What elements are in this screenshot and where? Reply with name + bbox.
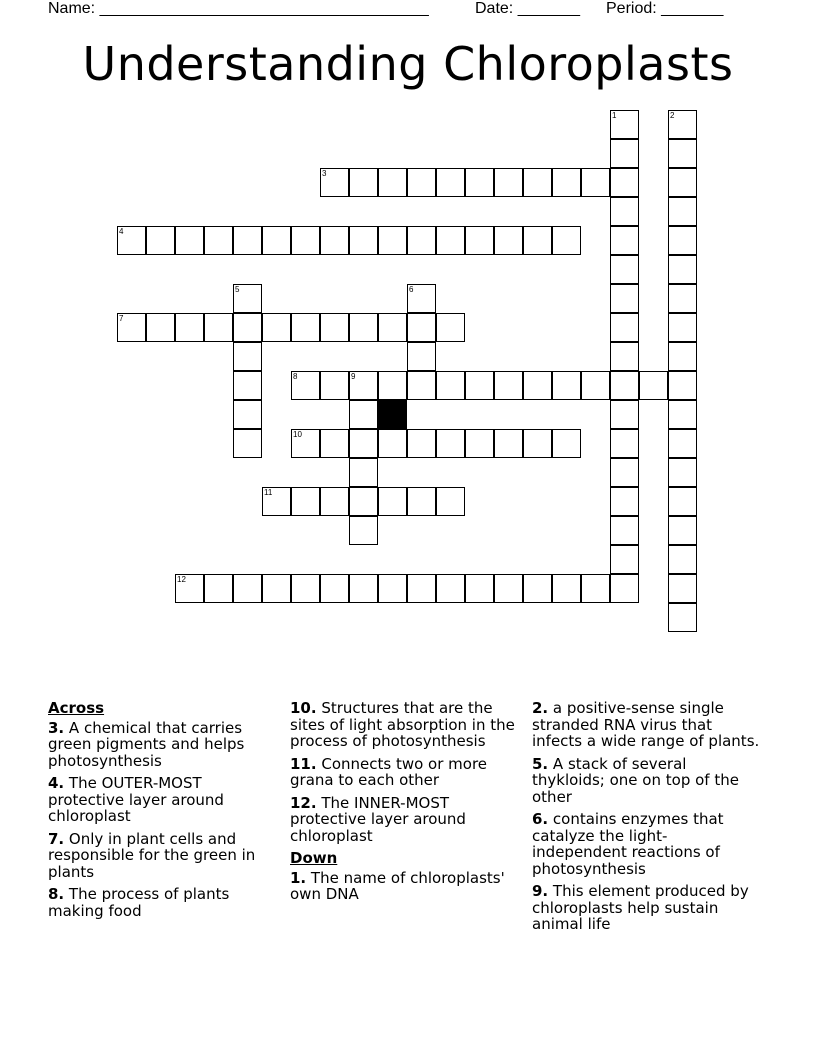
grid-cell[interactable] [349,429,378,458]
grid-cell[interactable] [262,574,291,603]
grid-cell[interactable] [610,313,639,342]
grid-cell[interactable] [668,255,697,284]
grid-cell[interactable] [610,197,639,226]
grid-cell[interactable] [639,371,668,400]
clue-across-7: 7. Only in plant cells and responsible for the green in plants [48,829,256,881]
grid-cell[interactable] [349,313,378,342]
grid-cell[interactable] [262,226,291,255]
clue-column-1 [48,700,278,925]
grid-cell[interactable] [610,139,639,168]
grid-cell[interactable] [668,226,697,255]
grid-cell[interactable] [552,226,581,255]
grid-cell[interactable] [668,487,697,516]
grid-cell[interactable] [610,400,639,429]
grid-cell[interactable] [668,458,697,487]
grid-cell[interactable] [349,226,378,255]
down-heading: Down [290,849,338,867]
grid-cell[interactable] [494,371,523,400]
grid-cell[interactable] [465,429,494,458]
grid-cell[interactable] [668,313,697,342]
grid-cell[interactable] [291,226,320,255]
grid-cell[interactable] [610,487,639,516]
grid-cell[interactable] [523,371,552,400]
grid-cell[interactable] [668,110,697,139]
grid-cell[interactable] [378,371,407,400]
grid-cell[interactable] [320,371,349,400]
grid-cell[interactable] [407,371,436,400]
clue-across-12: 12. The INNER-MOST protective layer around chloroplast [290,793,466,845]
grid-cell[interactable] [262,487,291,516]
grid-cell[interactable] [465,574,494,603]
grid-cell[interactable] [378,226,407,255]
cell-number: 9 [351,372,356,381]
date-field[interactable]: Date: _______ [475,0,580,17]
grid-cell[interactable] [175,226,204,255]
grid-cell[interactable] [349,400,378,429]
grid-cell[interactable] [349,516,378,545]
cell-number: 10 [293,430,302,439]
grid-cell[interactable] [349,168,378,197]
grid-cell[interactable] [378,574,407,603]
grid-cell[interactable] [378,487,407,516]
grid-cell[interactable] [668,545,697,574]
grid-cell[interactable] [552,574,581,603]
grid-cell[interactable] [175,574,204,603]
clue-down-2: 2. a positive-sense single stranded RNA virus that infects a wide range of plants. [532,699,760,750]
grid-cell[interactable] [552,429,581,458]
grid-cell[interactable] [378,313,407,342]
grid-cell[interactable] [349,487,378,516]
grid-cell[interactable] [668,516,697,545]
grid-cell[interactable] [349,371,378,400]
grid-cell[interactable] [407,487,436,516]
grid-cell[interactable] [610,284,639,313]
grid-cell[interactable] [494,226,523,255]
grid-cell[interactable] [233,429,262,458]
grid-cell[interactable] [610,168,639,197]
cell-number: 4 [119,227,124,236]
grid-cell[interactable] [378,429,407,458]
grid-cell[interactable] [523,168,552,197]
grid-cell[interactable] [668,342,697,371]
clue-across-11: 11. Connects two or more grana to each other [290,754,488,789]
grid-cell[interactable] [436,313,465,342]
grid-cell[interactable] [320,574,349,603]
grid-cell[interactable] [668,400,697,429]
cell-number: 3 [322,169,327,178]
grid-cell[interactable] [668,139,697,168]
grid-cell[interactable] [146,226,175,255]
clue-down-9: 9. This element produced by chloroplasts help sustain animal life [532,882,749,933]
grid-cell[interactable] [204,313,233,342]
clue-down-6: 6. contains enzymes that catalyze the light-independent reactions of photosynthesis [532,810,724,878]
grid-cell[interactable] [610,574,639,603]
grid-cell[interactable] [668,284,697,313]
name-field[interactable]: Name: _____________________________________ [48,0,429,17]
grid-cell[interactable] [291,574,320,603]
grid-cell[interactable] [349,574,378,603]
grid-cell[interactable] [407,226,436,255]
grid-cell[interactable] [523,226,552,255]
cell-number: 8 [293,372,298,381]
grid-cell[interactable] [320,168,349,197]
cell-number: 1 [612,111,617,120]
cell-number: 11 [264,488,273,497]
page-title: Understanding Chloroplasts [82,37,734,91]
grid-cell[interactable] [233,226,262,255]
grid-cell[interactable] [668,574,697,603]
grid-cell[interactable] [291,429,320,458]
grid-cell[interactable] [204,226,233,255]
grid-cell[interactable] [233,284,262,313]
grid-cell[interactable] [436,371,465,400]
grid-cell[interactable] [349,458,378,487]
grid-cell[interactable] [436,226,465,255]
grid-cell[interactable] [320,487,349,516]
grid-cell[interactable] [407,342,436,371]
cell-number: 5 [235,285,240,294]
period-field[interactable]: Period: _______ [606,0,724,17]
grid-cell[interactable] [610,429,639,458]
grid-cell[interactable] [407,313,436,342]
grid-cell[interactable] [581,574,610,603]
grid-cell[interactable] [407,168,436,197]
grid-cell[interactable] [320,429,349,458]
grid-cell[interactable] [610,371,639,400]
grid-cell[interactable] [668,603,697,632]
grid-cell[interactable] [465,168,494,197]
cell-number: 2 [670,111,675,120]
grid-cell[interactable] [262,313,291,342]
grid-cell[interactable] [233,371,262,400]
grid-cell[interactable] [378,168,407,197]
grid-cell[interactable] [233,574,262,603]
grid-cell[interactable] [465,371,494,400]
clue-across-10: 10. Structures that are the sites of light absorption in the process of photosynthesis [290,699,515,750]
clue-across-8: 8. The process of plants making food [48,885,230,920]
grid-cell[interactable] [552,371,581,400]
grid-cell[interactable] [291,371,320,400]
grid-cell[interactable] [581,168,610,197]
grid-cell[interactable] [668,197,697,226]
across-heading: Across [48,699,105,717]
grid-cell[interactable] [320,313,349,342]
grid-cell[interactable] [610,226,639,255]
cell-number: 6 [409,285,414,294]
clue-column-2 [290,700,520,909]
clue-down-5: 5. A stack of several thykloids; one on top of the other [532,754,739,806]
clue-down-1: 1. The name of chloroplasts' own DNA [290,868,505,903]
grid-cell[interactable] [610,545,639,574]
clue-across-3: 3. A chemical that carries green pigments and helps photosynthesis [48,718,245,770]
grid-cell[interactable] [610,458,639,487]
grid-cell[interactable] [320,226,349,255]
grid-cell[interactable] [494,168,523,197]
grid-cell[interactable] [668,429,697,458]
grid-cell[interactable] [610,110,639,139]
grid-cell[interactable] [668,168,697,197]
grid-cell[interactable] [407,284,436,313]
grid-cell[interactable] [610,255,639,284]
cell-number: 12 [177,575,186,584]
grid-cell[interactable] [436,168,465,197]
grid-cell[interactable] [610,516,639,545]
grid-cell[interactable] [436,487,465,516]
grid-cell[interactable] [494,429,523,458]
grid-cell[interactable] [610,342,639,371]
grid-cell[interactable] [407,574,436,603]
grid-cell[interactable] [233,400,262,429]
grid-cell[interactable] [117,226,146,255]
grid-cell[interactable] [465,226,494,255]
clue-column-3 [532,700,762,939]
grid-cell[interactable] [146,313,175,342]
grid-cell[interactable] [436,429,465,458]
grid-cell[interactable] [523,574,552,603]
grid-cell[interactable] [175,313,204,342]
grid-cell[interactable] [407,429,436,458]
grid-cell[interactable] [523,429,552,458]
black-cell [378,400,407,429]
grid-cell[interactable] [233,313,262,342]
grid-cell[interactable] [233,342,262,371]
grid-cell[interactable] [117,313,146,342]
grid-cell[interactable] [552,168,581,197]
grid-cell[interactable] [291,313,320,342]
grid-cell[interactable] [581,371,610,400]
grid-cell[interactable] [494,574,523,603]
clue-across-4: 4. The OUTER-MOST protective layer around chloroplast [48,774,224,825]
cell-number: 7 [119,314,124,323]
grid-cell[interactable] [291,487,320,516]
grid-cell[interactable] [204,574,233,603]
grid-cell[interactable] [668,371,697,400]
grid-cell[interactable] [436,574,465,603]
